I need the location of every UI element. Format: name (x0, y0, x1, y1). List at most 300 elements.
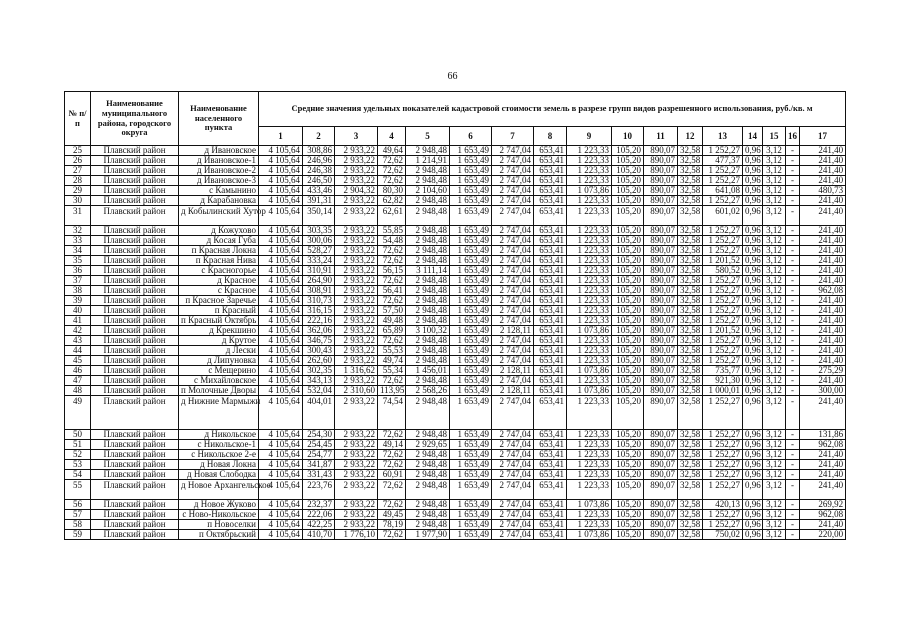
row-number-cell: 52 (65, 450, 91, 460)
table-row (65, 306, 846, 316)
value-cell: 0,96 (743, 266, 763, 276)
value-cell: 264,90 (303, 276, 335, 286)
value-cell: 1 653,49 (450, 356, 492, 366)
value-cell: 653,41 (534, 276, 567, 286)
value-cell: 246,96 (303, 156, 335, 166)
row-number-cell: 31 (65, 206, 91, 226)
value-cell: 32,58 (678, 306, 703, 316)
value-cell: 105,20 (612, 500, 644, 510)
value-cell: 1 252,27 (703, 430, 743, 440)
value-cell: 890,07 (644, 236, 678, 246)
value-cell: 241,40 (800, 336, 846, 346)
value-cell: 300,06 (303, 236, 335, 246)
value-cell: 1 653,49 (450, 316, 492, 326)
value-cell: 1 776,10 (335, 530, 378, 540)
value-cell: 3,12 (763, 460, 786, 470)
value-cell: 2 948,48 (406, 306, 450, 316)
value-cell: 890,07 (644, 246, 678, 256)
value-cell: 2 747,04 (492, 146, 534, 156)
value-cell: 653,41 (534, 346, 567, 356)
value-cell: 113,95 (378, 386, 406, 396)
value-cell: 3,12 (763, 440, 786, 450)
row-number-cell: 25 (65, 146, 91, 156)
value-cell: 1 223,33 (567, 196, 612, 206)
value-cell: 653,41 (534, 366, 567, 376)
value-cell: 105,20 (612, 510, 644, 520)
value-cell: 3,12 (763, 146, 786, 156)
row-number-cell: 57 (65, 510, 91, 520)
value-cell: 32,58 (678, 510, 703, 520)
value-cell: 333,24 (303, 256, 335, 266)
value-cell: 2 747,04 (492, 510, 534, 520)
value-cell: 3,12 (763, 336, 786, 346)
value-cell: 2 948,48 (406, 430, 450, 440)
value-cell: 241,40 (800, 480, 846, 500)
value-cell: 105,20 (612, 396, 644, 430)
row-number-cell: 55 (65, 480, 91, 500)
row-number-cell: 38 (65, 286, 91, 296)
value-cell: 78,19 (378, 520, 406, 530)
value-cell: 1 252,27 (703, 450, 743, 460)
value-cell: 4 105,64 (259, 236, 303, 246)
value-cell: 653,41 (534, 376, 567, 386)
sub-column-header: 5 (406, 127, 450, 146)
value-cell: 32,58 (678, 440, 703, 450)
value-cell: 1 252,27 (703, 306, 743, 316)
value-cell: 653,41 (534, 450, 567, 460)
value-cell: 1 252,27 (703, 470, 743, 480)
value-cell: 1 223,33 (567, 306, 612, 316)
value-cell: 105,20 (612, 156, 644, 166)
value-cell: 275,29 (800, 366, 846, 376)
value-cell: 4 105,64 (259, 530, 303, 540)
value-cell: 105,20 (612, 430, 644, 440)
value-cell: 300,00 (800, 386, 846, 396)
value-cell: 1 653,49 (450, 376, 492, 386)
value-cell: 1 653,49 (450, 396, 492, 430)
value-cell: 3,12 (763, 470, 786, 480)
value-cell: 4 105,64 (259, 356, 303, 366)
value-cell: 72,62 (378, 450, 406, 460)
value-cell: 72,62 (378, 166, 406, 176)
row-number-cell: 43 (65, 336, 91, 346)
sub-column-header: 11 (644, 127, 678, 146)
value-cell: - (786, 286, 800, 296)
row-number-cell: 47 (65, 376, 91, 386)
value-cell: 1 214,91 (406, 156, 450, 166)
sub-column-header: 2 (303, 127, 335, 146)
value-cell: 105,20 (612, 366, 644, 376)
table-header (65, 92, 846, 146)
value-cell: - (786, 346, 800, 356)
value-cell: 32,58 (678, 296, 703, 306)
value-cell: 0,96 (743, 520, 763, 530)
value-cell: 2 747,04 (492, 286, 534, 296)
value-cell: 4 105,64 (259, 286, 303, 296)
value-cell: 2 747,04 (492, 450, 534, 460)
settlement-cell: д Нижние Мармыжи (179, 396, 259, 430)
value-cell: 72,62 (378, 500, 406, 510)
value-cell: 4 105,64 (259, 460, 303, 470)
value-cell: 0,96 (743, 460, 763, 470)
value-cell: 2 948,48 (406, 176, 450, 186)
value-cell: 1 223,33 (567, 176, 612, 186)
value-cell: 890,07 (644, 376, 678, 386)
value-cell: 1 653,49 (450, 166, 492, 176)
value-cell: 241,40 (800, 266, 846, 276)
value-cell: 55,34 (378, 366, 406, 376)
value-cell: 2 948,48 (406, 346, 450, 356)
value-cell: 2 933,22 (335, 226, 378, 236)
value-cell: 32,58 (678, 186, 703, 196)
value-cell: 2 747,04 (492, 470, 534, 480)
district-cell: Плавский район (91, 256, 179, 266)
value-cell: 4 105,64 (259, 396, 303, 430)
value-cell: 1 653,49 (450, 276, 492, 286)
value-cell: 32,58 (678, 386, 703, 396)
value-cell: 246,50 (303, 176, 335, 186)
value-cell: - (786, 386, 800, 396)
value-cell: 2 747,04 (492, 440, 534, 450)
value-cell: - (786, 430, 800, 440)
value-cell: 56,15 (378, 266, 406, 276)
value-cell: 2 747,04 (492, 266, 534, 276)
value-cell: 3 111,14 (406, 266, 450, 276)
value-cell: 32,58 (678, 356, 703, 366)
value-cell: 1 252,27 (703, 440, 743, 450)
value-cell: 1 252,27 (703, 146, 743, 156)
value-cell: 653,41 (534, 440, 567, 450)
value-cell: 2 948,48 (406, 256, 450, 266)
value-cell: 32,58 (678, 470, 703, 480)
value-cell: 890,07 (644, 500, 678, 510)
table-row (65, 276, 846, 286)
value-cell: 241,40 (800, 146, 846, 156)
value-cell: 1 653,49 (450, 326, 492, 336)
value-cell: 2 747,04 (492, 236, 534, 246)
value-cell: 1 223,33 (567, 146, 612, 156)
value-cell: 890,07 (644, 430, 678, 440)
value-cell: 890,07 (644, 510, 678, 520)
value-cell: 2 933,22 (335, 236, 378, 246)
value-cell: 222,16 (303, 316, 335, 326)
sub-column-header: 6 (450, 127, 492, 146)
value-cell: 105,20 (612, 176, 644, 186)
value-cell: 3,12 (763, 366, 786, 376)
value-cell: 601,02 (703, 206, 743, 226)
sub-column-header: 13 (703, 127, 743, 146)
value-cell: 4 105,64 (259, 480, 303, 500)
value-cell: 105,20 (612, 460, 644, 470)
value-cell: 241,40 (800, 450, 846, 460)
district-cell: Плавский район (91, 146, 179, 156)
value-cell: 2 948,48 (406, 236, 450, 246)
value-cell: 2 747,04 (492, 206, 534, 226)
value-cell: 653,41 (534, 226, 567, 236)
value-cell: 4 105,64 (259, 520, 303, 530)
value-cell: 346,75 (303, 336, 335, 346)
value-cell: 1 252,27 (703, 166, 743, 176)
value-cell: 1 073,86 (567, 326, 612, 336)
value-cell: 1 223,33 (567, 346, 612, 356)
value-cell: - (786, 376, 800, 386)
value-cell: - (786, 326, 800, 336)
settlement-cell: д Новое Жуково (179, 500, 259, 510)
value-cell: - (786, 460, 800, 470)
value-cell: 0,96 (743, 500, 763, 510)
district-cell: Плавский район (91, 346, 179, 356)
value-cell: 653,41 (534, 146, 567, 156)
value-cell: 1 223,33 (567, 356, 612, 366)
row-number-cell: 54 (65, 470, 91, 480)
settlement-cell: д Карабановка (179, 196, 259, 206)
settlement-cell: п Октябрьский (179, 530, 259, 540)
value-cell: 0,96 (743, 256, 763, 266)
value-cell: 4 105,64 (259, 316, 303, 326)
value-cell: 2 568,26 (406, 386, 450, 396)
value-cell: 3,12 (763, 206, 786, 226)
value-cell: - (786, 256, 800, 266)
settlement-cell: д Ивановское (179, 146, 259, 156)
value-cell: 653,41 (534, 430, 567, 440)
value-cell: 0,96 (743, 206, 763, 226)
value-cell: 480,73 (800, 186, 846, 196)
table-row (65, 450, 846, 460)
row-number-cell: 37 (65, 276, 91, 286)
value-cell: 32,58 (678, 226, 703, 236)
value-cell: - (786, 480, 800, 500)
table-row (65, 440, 846, 450)
value-cell: 246,38 (303, 166, 335, 176)
value-cell: 32,58 (678, 206, 703, 226)
value-cell: 1 252,27 (703, 246, 743, 256)
row-number-cell: 56 (65, 500, 91, 510)
value-cell: 72,62 (378, 246, 406, 256)
value-cell: 2 747,04 (492, 356, 534, 366)
value-cell: 1 653,49 (450, 256, 492, 266)
settlement-cell: д Красное (179, 276, 259, 286)
value-cell: 254,77 (303, 450, 335, 460)
value-cell: 308,91 (303, 286, 335, 296)
value-cell: 2 948,48 (406, 166, 450, 176)
value-cell: - (786, 510, 800, 520)
value-cell: 653,41 (534, 480, 567, 500)
value-cell: 2 933,22 (335, 296, 378, 306)
settlement-cell: п Новоселки (179, 520, 259, 530)
sub-column-header: 3 (335, 127, 378, 146)
value-cell: 72,62 (378, 156, 406, 166)
value-cell: 1 653,49 (450, 306, 492, 316)
value-cell: 72,62 (378, 530, 406, 540)
value-cell: 341,87 (303, 460, 335, 470)
value-cell: 890,07 (644, 480, 678, 500)
value-cell: 1 653,49 (450, 440, 492, 450)
page-number: 66 (447, 71, 458, 82)
value-cell: 3,12 (763, 430, 786, 440)
value-cell: 2 128,11 (492, 326, 534, 336)
value-cell: 3,12 (763, 306, 786, 316)
value-cell: - (786, 246, 800, 256)
value-cell: 532,04 (303, 386, 335, 396)
settlement-cell: п Молочные Дворы (179, 386, 259, 396)
row-number-cell: 34 (65, 246, 91, 256)
value-cell: 3,12 (763, 156, 786, 166)
table-row (65, 336, 846, 346)
value-cell: 241,40 (800, 356, 846, 366)
value-cell: 2 948,48 (406, 196, 450, 206)
row-number-cell: 44 (65, 346, 91, 356)
value-cell: 0,96 (743, 296, 763, 306)
table-row (65, 510, 846, 520)
value-cell: 2 747,04 (492, 246, 534, 256)
value-cell: 0,96 (743, 316, 763, 326)
settlement-cell: с Красногорье (179, 266, 259, 276)
value-cell: 890,07 (644, 530, 678, 540)
value-cell: 1 223,33 (567, 376, 612, 386)
value-cell: 2 948,48 (406, 296, 450, 306)
table-row (65, 386, 846, 396)
value-cell: 2 747,04 (492, 176, 534, 186)
value-cell: 653,41 (534, 296, 567, 306)
value-cell: 105,20 (612, 276, 644, 286)
value-cell: 1 223,33 (567, 440, 612, 450)
value-cell: 4 105,64 (259, 256, 303, 266)
value-cell: - (786, 500, 800, 510)
value-cell: 2 948,48 (406, 146, 450, 156)
district-cell: Плавский район (91, 246, 179, 256)
value-cell: 4 105,64 (259, 346, 303, 356)
value-cell: 0,96 (743, 430, 763, 440)
value-cell: 1 653,49 (450, 296, 492, 306)
value-cell: 49,48 (378, 316, 406, 326)
value-cell: 1 073,86 (567, 500, 612, 510)
value-cell: 0,96 (743, 186, 763, 196)
value-cell: 2 310,60 (335, 386, 378, 396)
value-cell: 2 933,22 (335, 450, 378, 460)
value-cell: 62,61 (378, 206, 406, 226)
value-cell: 890,07 (644, 460, 678, 470)
value-cell: 49,45 (378, 510, 406, 520)
value-cell: 2 933,22 (335, 336, 378, 346)
value-cell: 0,96 (743, 166, 763, 176)
value-cell: 3,12 (763, 246, 786, 256)
value-cell: - (786, 276, 800, 286)
value-cell: 105,20 (612, 226, 644, 236)
value-cell: - (786, 396, 800, 430)
value-cell: 1 653,49 (450, 146, 492, 156)
value-cell: 2 933,22 (335, 430, 378, 440)
value-cell: 653,41 (534, 356, 567, 366)
table-row (65, 396, 846, 430)
value-cell: 32,58 (678, 460, 703, 470)
value-cell: 241,40 (800, 326, 846, 336)
value-cell: 32,58 (678, 156, 703, 166)
value-cell: 4 105,64 (259, 500, 303, 510)
value-cell: 3,12 (763, 510, 786, 520)
value-cell: 105,20 (612, 470, 644, 480)
value-cell: 653,41 (534, 316, 567, 326)
row-number-cell: 39 (65, 296, 91, 306)
value-cell: 32,58 (678, 236, 703, 246)
value-cell: 1 201,52 (703, 326, 743, 336)
value-cell: 32,58 (678, 176, 703, 186)
value-cell: 1 653,49 (450, 226, 492, 236)
value-cell: 362,06 (303, 326, 335, 336)
row-number-cell: 42 (65, 326, 91, 336)
value-cell: 32,58 (678, 286, 703, 296)
value-cell: 32,58 (678, 196, 703, 206)
district-cell: Плавский район (91, 156, 179, 166)
value-cell: 1 653,49 (450, 430, 492, 440)
value-cell: - (786, 176, 800, 186)
district-cell: Плавский район (91, 196, 179, 206)
value-cell: 0,96 (743, 376, 763, 386)
settlement-cell: с Камынино (179, 186, 259, 196)
sub-column-header: 12 (678, 127, 703, 146)
value-cell: 1 223,33 (567, 510, 612, 520)
value-cell: 0,96 (743, 396, 763, 430)
value-cell: 2 933,22 (335, 276, 378, 286)
settlement-cell: с Никольское 2-е (179, 450, 259, 460)
value-cell: 105,20 (612, 296, 644, 306)
value-cell: 2 747,04 (492, 346, 534, 356)
value-cell: 2 948,48 (406, 276, 450, 286)
value-cell: 0,96 (743, 286, 763, 296)
value-cell: - (786, 146, 800, 156)
value-cell: 1 653,49 (450, 186, 492, 196)
value-cell: 2 747,04 (492, 520, 534, 530)
value-cell: 2 747,04 (492, 226, 534, 236)
table-row (65, 500, 846, 510)
settlement-cell: с Мещерино (179, 366, 259, 376)
value-cell: 62,82 (378, 196, 406, 206)
value-cell: 3,12 (763, 500, 786, 510)
value-cell: 1 653,49 (450, 286, 492, 296)
value-cell: 241,40 (800, 226, 846, 236)
value-cell: - (786, 226, 800, 236)
value-cell: 1 073,86 (567, 366, 612, 376)
district-cell: Плавский район (91, 500, 179, 510)
district-cell: Плавский район (91, 510, 179, 520)
district-cell: Плавский район (91, 460, 179, 470)
value-cell: - (786, 236, 800, 246)
value-cell: 72,62 (378, 336, 406, 346)
value-cell: 302,35 (303, 366, 335, 376)
value-cell: 60,91 (378, 470, 406, 480)
value-cell: 653,41 (534, 336, 567, 346)
value-cell: 269,92 (800, 500, 846, 510)
value-cell: 55,53 (378, 346, 406, 356)
value-cell: 2 948,48 (406, 286, 450, 296)
value-cell: 2 104,60 (406, 186, 450, 196)
value-cell: 1 252,27 (703, 480, 743, 500)
value-cell: 1 223,33 (567, 266, 612, 276)
value-cell: 890,07 (644, 396, 678, 430)
value-cell: 105,20 (612, 356, 644, 366)
col-number-header: № п/п (65, 92, 91, 146)
row-number-cell: 40 (65, 306, 91, 316)
col-district-header: Наименование муниципального района, городского округа (91, 92, 179, 146)
value-cell: 433,46 (303, 186, 335, 196)
value-cell: 1 653,49 (450, 520, 492, 530)
value-cell: 241,40 (800, 306, 846, 316)
value-cell: 105,20 (612, 440, 644, 450)
value-cell: 3,12 (763, 256, 786, 266)
row-number-cell: 27 (65, 166, 91, 176)
value-cell: 4 105,64 (259, 206, 303, 226)
value-cell: 241,40 (800, 460, 846, 470)
value-cell: 735,77 (703, 366, 743, 376)
